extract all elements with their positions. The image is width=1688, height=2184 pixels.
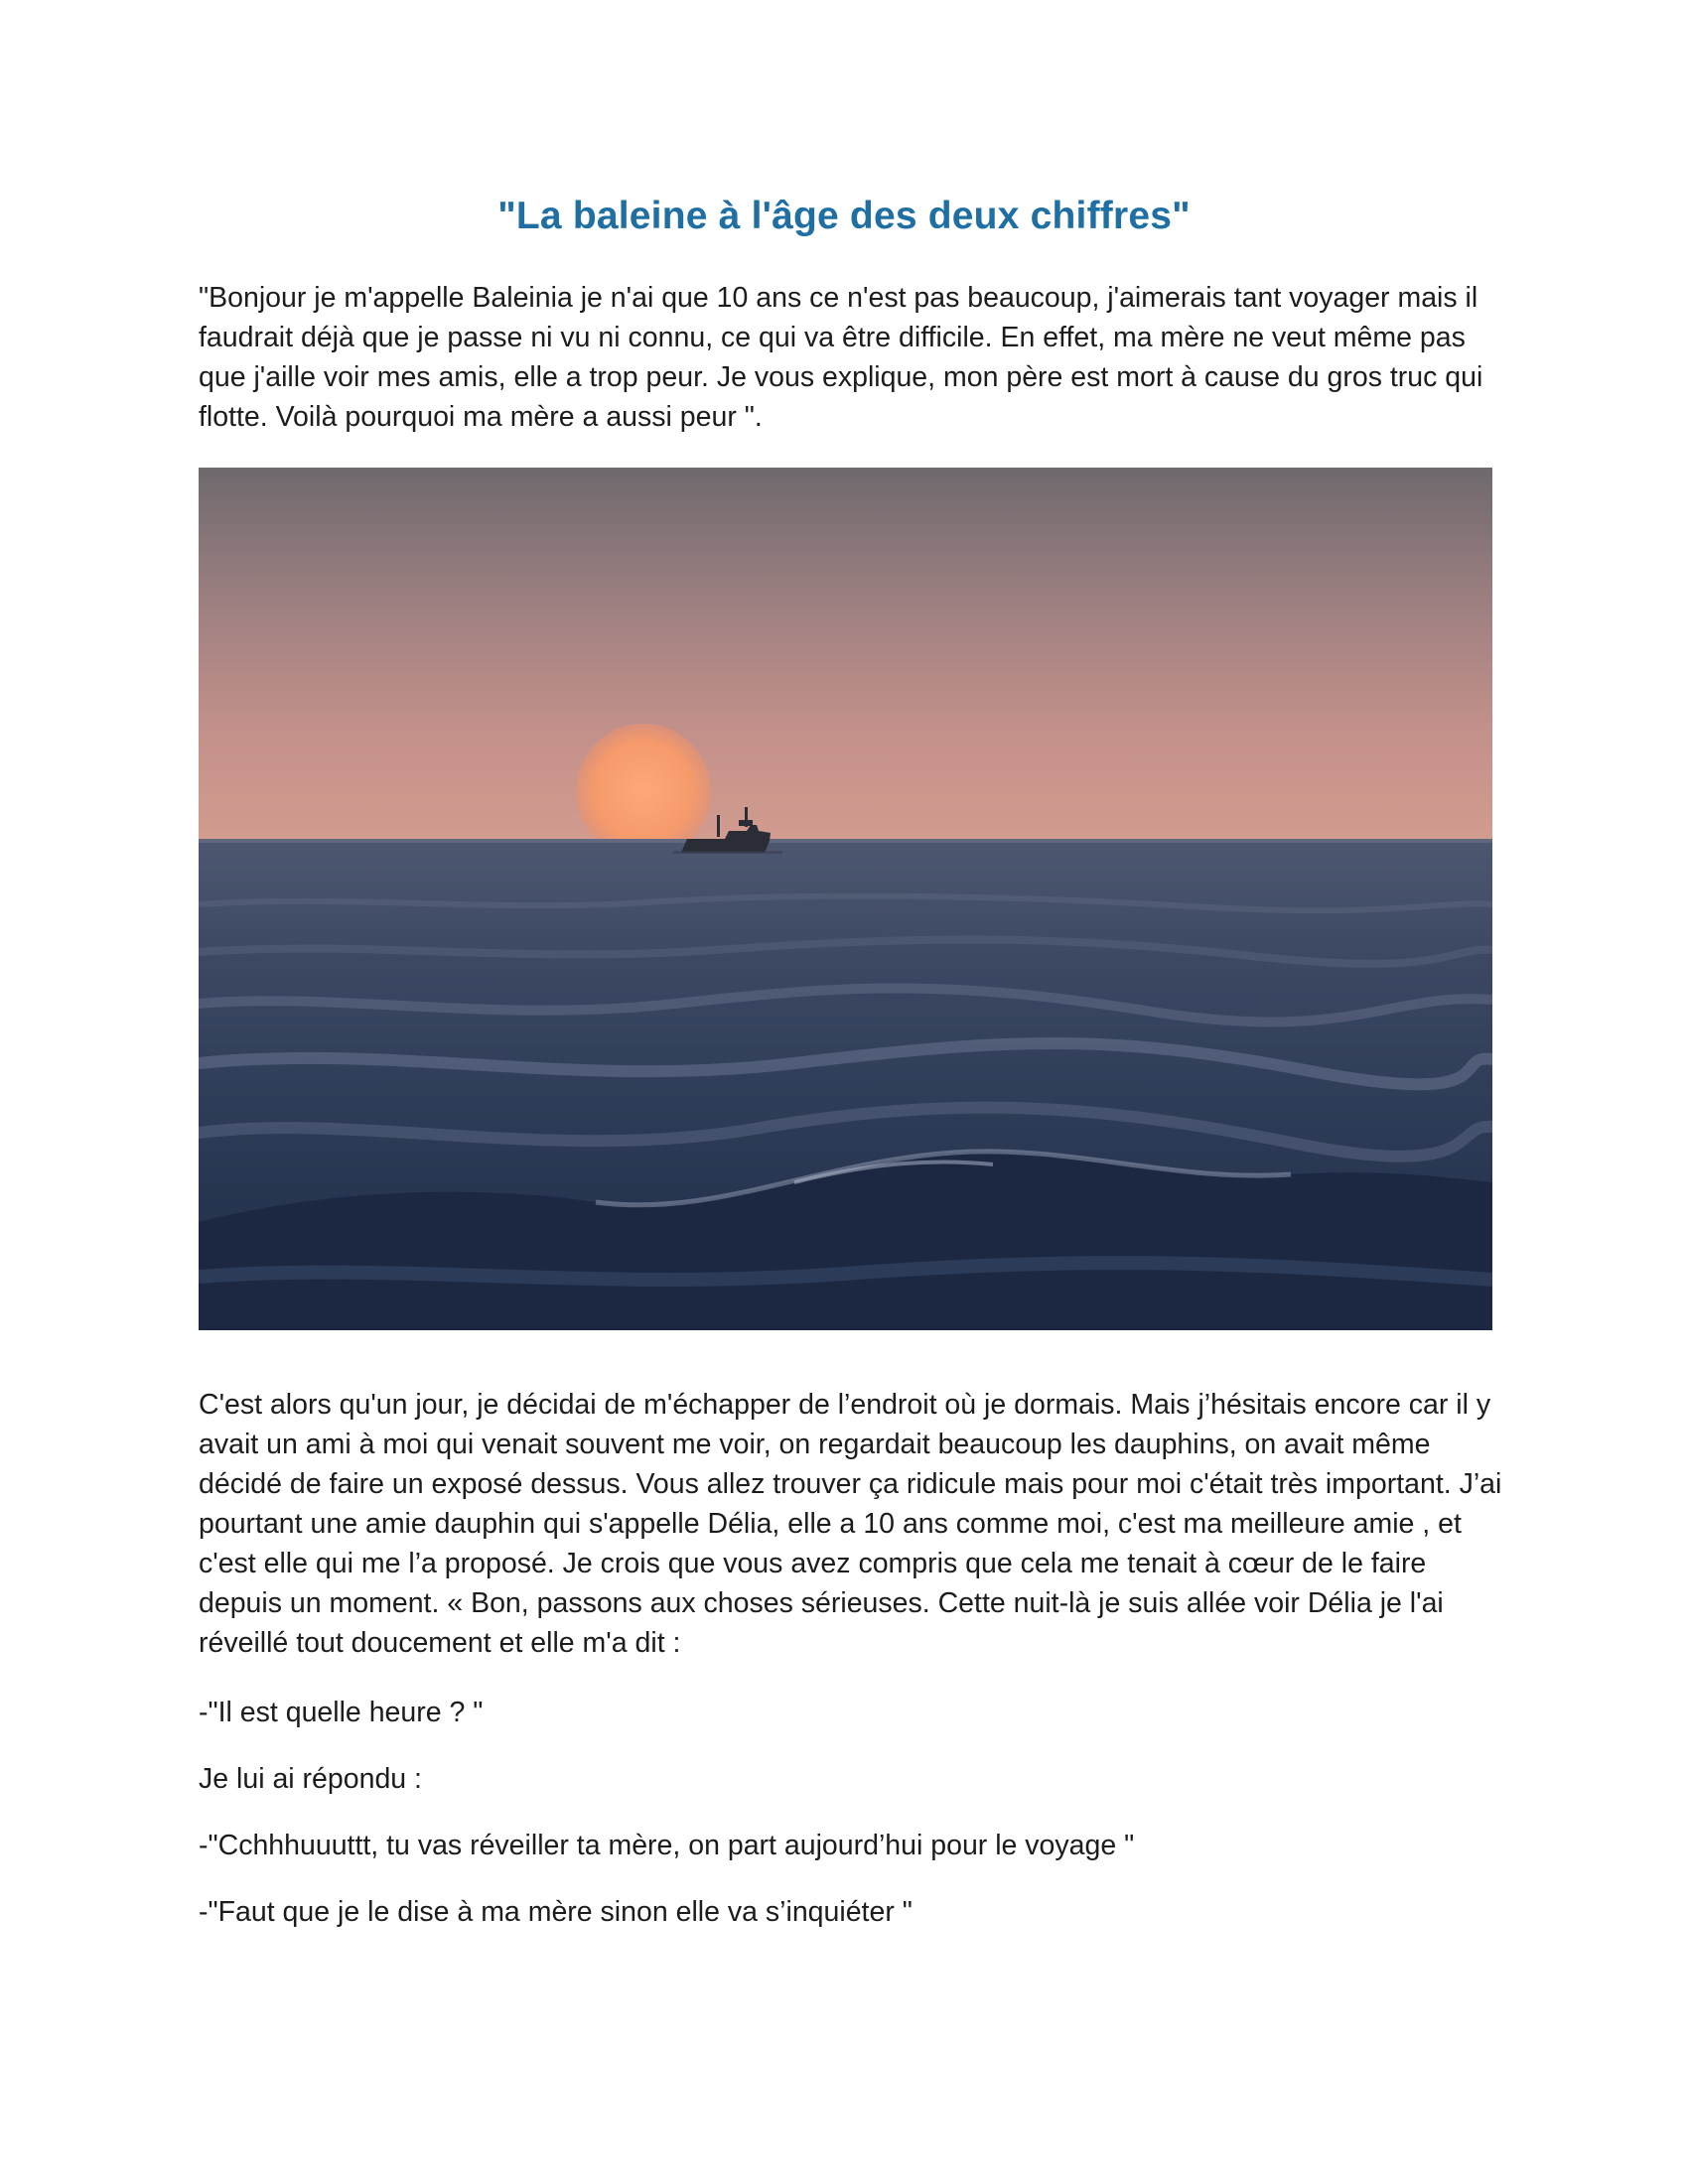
story-paragraph: C'est alors qu'un jour, je décidai de m'échapper de l’endroit où je dormais. Mais j’hésitais encore car il y avait un ami à moi qui venait souvent me voir, on regardait beaucoup les dauphins, on avait même décidé de faire un exposé dessus. Vous allez trouver ça ridicule mais pour moi c'était très important. J’ai pourtant une amie dauphin qui s'appelle Délia, elle a 10 ans comme moi, c'est ma meilleure amie , et c'est elle qui me l’a proposé. Je crois que vous avez compris que cela me tenait à cœur de le faire depuis un moment. « Bon, passons aux choses sérieuses. Cette nuit-là je suis allée voir Délia je l'ai réveillé tout doucement et elle m'a dit : [199, 1389, 1502, 1659]
document-title: "La baleine à l'âge des deux chiffres" [497, 195, 1191, 237]
sky [199, 468, 1492, 842]
dialogue-line: -"Faut que je le dise à ma mère sinon elle va s’inquiéter " [199, 1896, 913, 1928]
intro-paragraph: "Bonjour je m'appelle Baleinia je n'ai que 10 ans ce n'est pas beaucoup, j'aimerais tant voyager mais il faudrait déjà que je passe ni vu ni connu, ce qui va être difficile. En effet, ma mère ne veut même pas que j'aille voir mes amis, elle a trop peur. Je vous explique, mon père est mort à cause du gros truc qui flotte. Voilà pourquoi ma mère a aussi peur ". [199, 282, 1483, 433]
dialogue-line: -"Il est quelle heure ? " [199, 1697, 484, 1728]
dialogue-line: -"Cchhhuuuttt, tu vas réveiller ta mère, on part aujourd’hui pour le voyage " [199, 1830, 1135, 1861]
sun [576, 724, 711, 859]
sunset-sea-photo [199, 468, 1492, 1330]
dialogue-line: Je lui ai répondu : [199, 1763, 422, 1795]
